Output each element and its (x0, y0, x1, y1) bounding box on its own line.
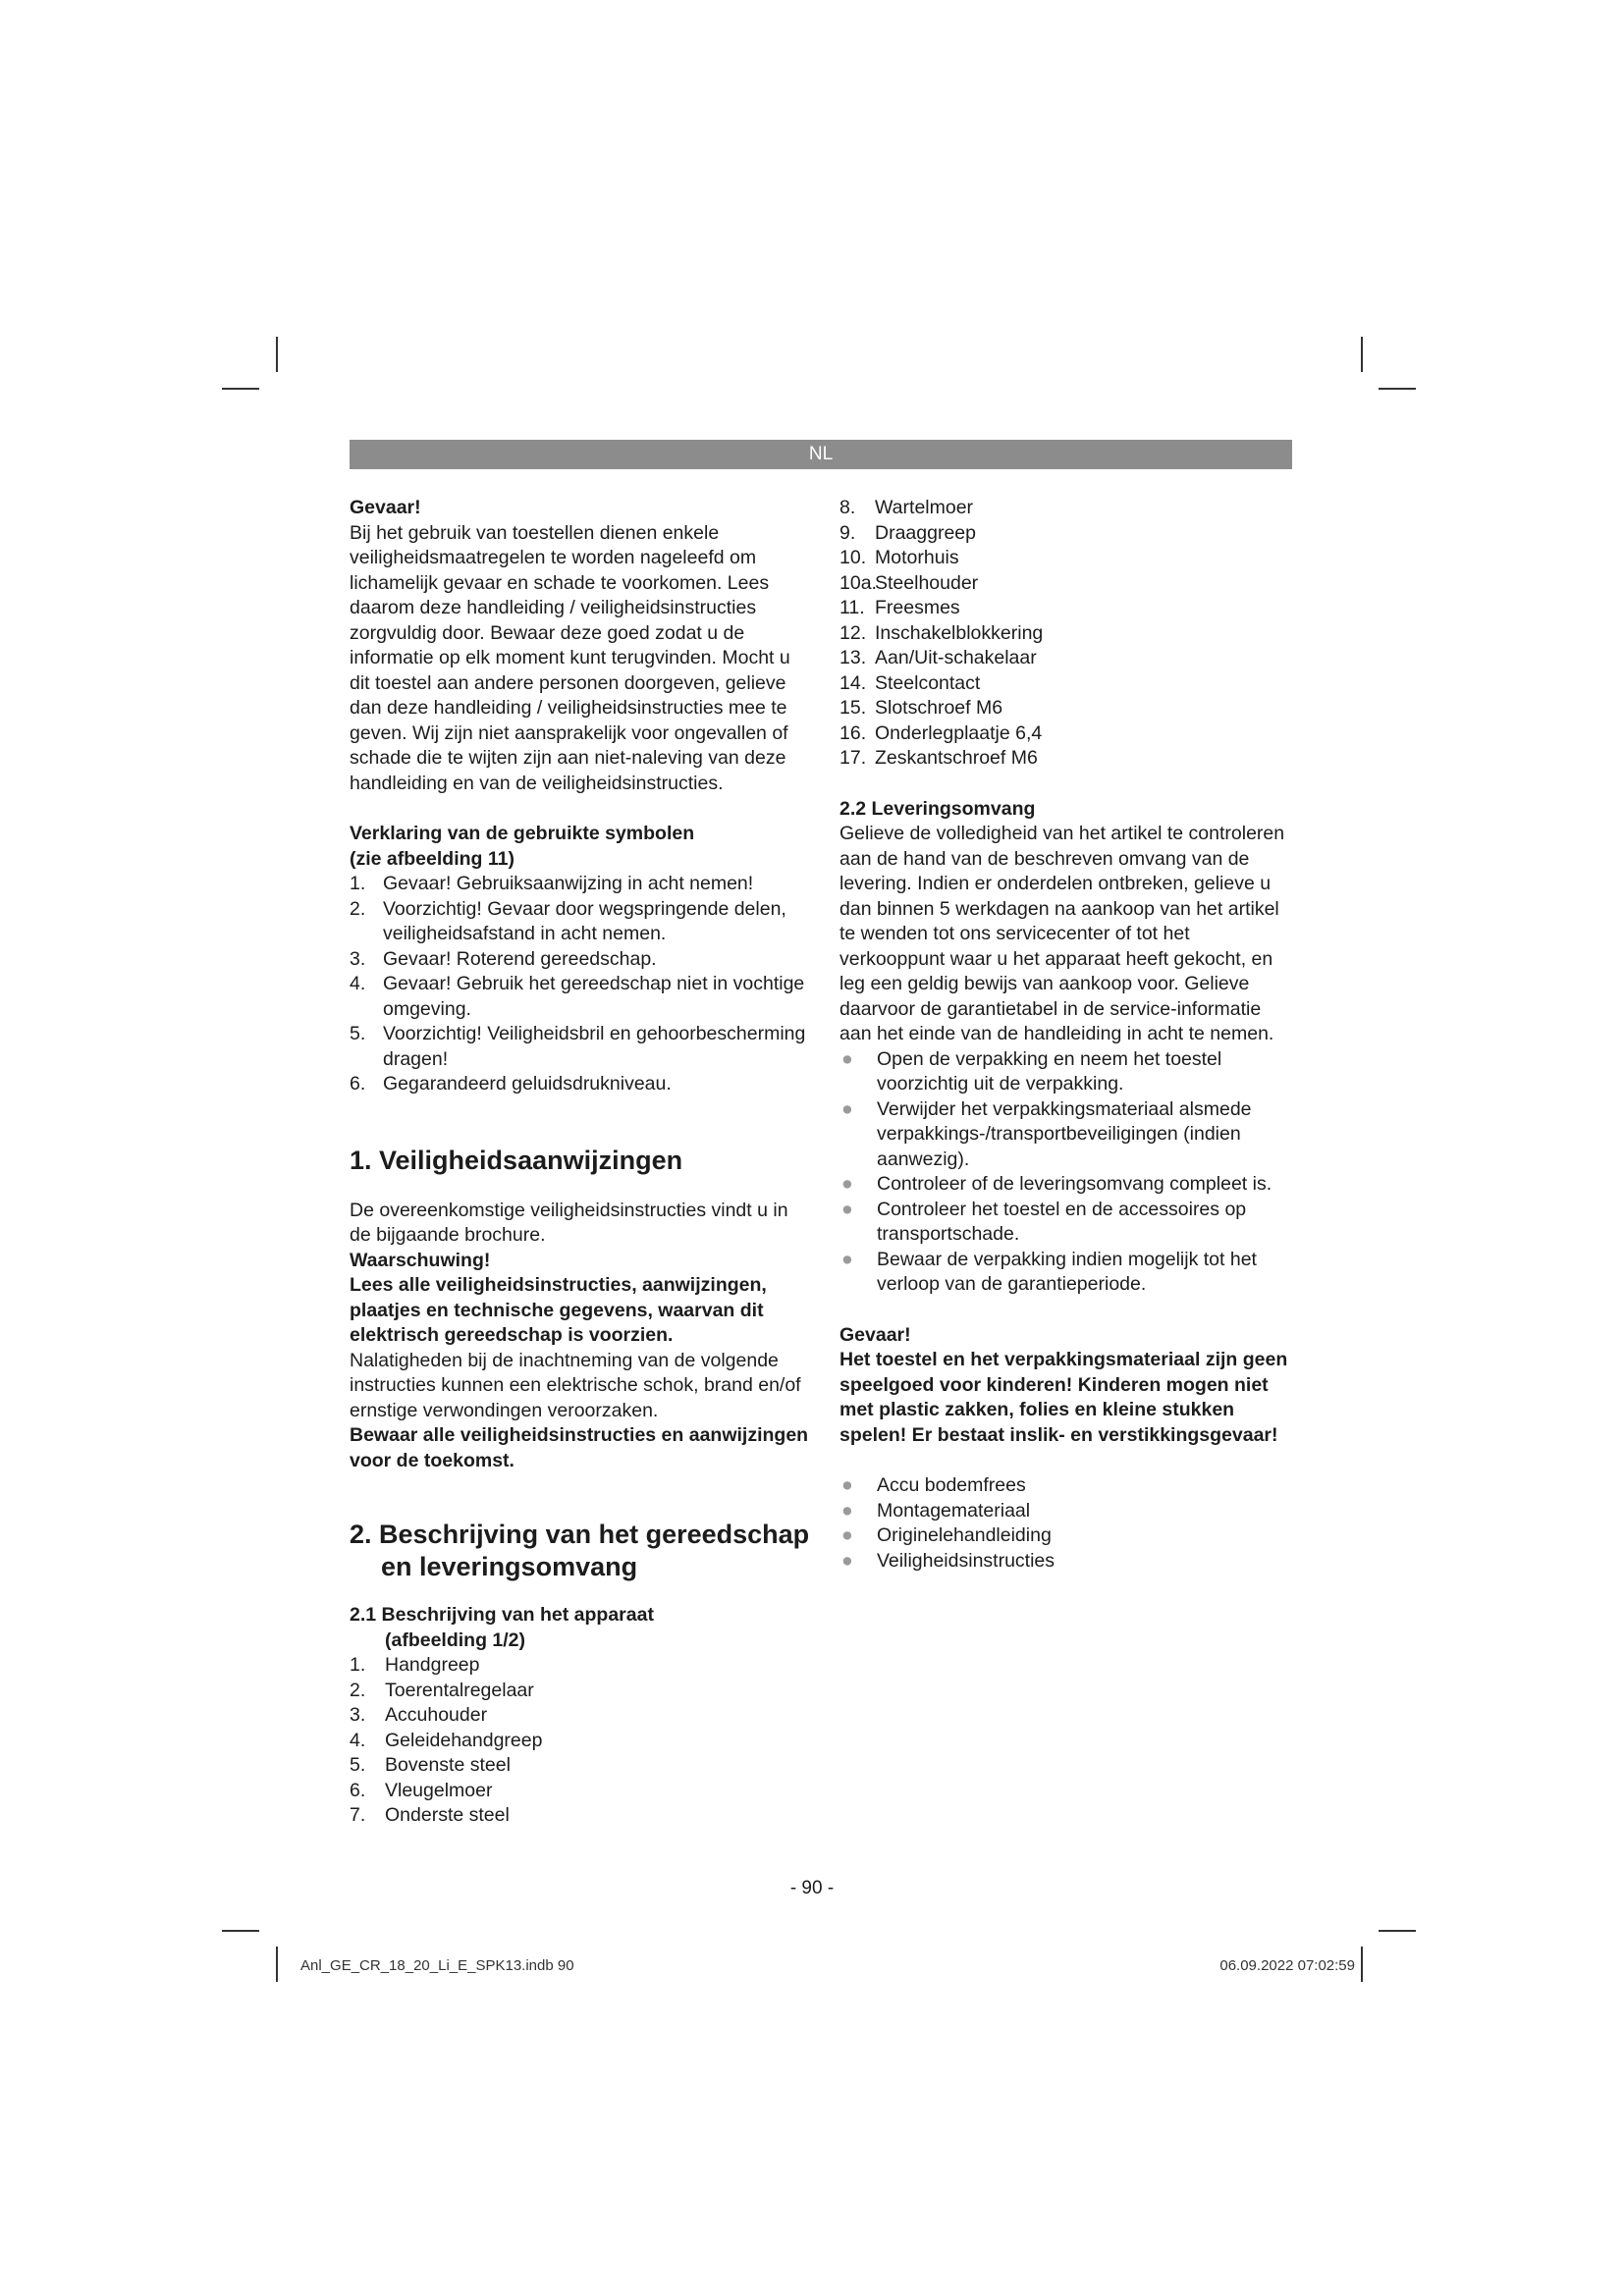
crop-mark (276, 337, 278, 372)
symbols-title: Verklaring van de gebruikte symbolen (350, 823, 695, 844)
unpacking-steps (839, 1047, 1293, 1298)
list-item: 4. Gevaar! Gebruik het gereedschap niet in vochtige omgeving. (350, 973, 805, 1020)
list-item: ● Controleer of de leveringsomvang compleet is. (839, 1172, 1293, 1198)
crop-mark (1361, 1947, 1363, 1982)
list-item: 2. Voorzichtig! Gevaar door wegspringende delen, veiligheidsafstand in acht nemen. (350, 897, 786, 944)
list-item: 8. Wartelmoer (839, 497, 974, 518)
right-column (839, 496, 1293, 1574)
subsection-2-2-title: 2.2 Leveringsomvang (839, 797, 1036, 820)
bullet-icon: ● (841, 1524, 853, 1546)
timestamp-slug: 06.09.2022 07:02:59 (1219, 1957, 1355, 1974)
warning-text: Nalatigheden bij de inachtneming van de volgende instructies kunnen een elektrische schok, brand en/of ernstige verwondingen veroorzaken. (350, 1349, 801, 1421)
crop-mark (222, 388, 259, 390)
list-item: 14. Steelcontact (839, 671, 981, 694)
language-label: NL (808, 444, 834, 464)
crop-mark (222, 1930, 259, 1932)
crop-mark (1379, 388, 1416, 390)
parts-list-left (350, 1653, 811, 1829)
bullet-icon: ● (841, 1499, 853, 1522)
crop-mark (1361, 337, 1363, 372)
danger-title: Gevaar! (350, 497, 421, 518)
list-item: 3. Accuhouder (350, 1704, 488, 1726)
left-column (350, 496, 811, 1829)
list-item: ● Open de verpakking en neem het toestel voorzichtig uit de verpakking. (841, 1047, 1222, 1095)
bullet-icon: ● (841, 1549, 853, 1572)
danger-text: Bij het gebruik van toestellen dienen enkele veiligheidsmaatregelen te worden nageleefd om lichamelijk gevaar en schade te voorkomen. Lees daarom deze handleiding / veiligheidsinstructies zorgvuldig door. Bewaar deze goed zodat u de informatie op elk moment kunt terugvinden. Mocht u dit toestel aan andere personen doorgeven, gelieve dan deze handleiding / veiligheidsinstructies mee te geven. Wij zijn niet aansprakelijk voor ongevallen of schade die te wijten zijn aan niet-naleving van deze handleiding en van de veiligheidsinstructies. (350, 521, 790, 794)
list-item: 12. Inschakelblokkering (839, 621, 1044, 644)
list-item: 15. Slotschroef M6 (839, 697, 1003, 719)
list-item: 1. Handgreep (350, 1654, 480, 1676)
list-item: 13. Aan/Uit-schakelaar (839, 647, 1037, 668)
list-item: 9. Draaggreep (839, 521, 976, 544)
list-item: ● Controleer het toestel en de accessoires op transportschade. (841, 1198, 1247, 1245)
parts-list-right (839, 496, 1293, 772)
list-item: 2. Toerentalregelaar (350, 1679, 534, 1701)
list-item: 6. Vleugelmoer (350, 1779, 493, 1801)
list-item: ● Originelehandleiding (839, 1523, 1293, 1549)
subsection-2-1-subtitle: (afbeelding 1/2) (385, 1629, 526, 1651)
list-item: 6. Gegarandeerd geluidsdrukniveau. (350, 1073, 672, 1095)
symbols-subtitle: (zie afbeelding 11) (350, 847, 514, 870)
file-slug: Anl_GE_CR_18_20_Li_E_SPK13.indb 90 (300, 1957, 574, 1974)
list-item: 10a. Steelhouder (839, 571, 979, 594)
warning-bold-text: Lees alle veiligheidsinstructies, aanwijzingen, plaatjes en technische gegevens, waarvan dit elektrisch gereedschap is voorzien. (350, 1274, 767, 1346)
warning-title: Waarschuwing! (350, 1249, 491, 1271)
list-item: 4. Geleidehandgreep (350, 1729, 543, 1751)
list-item: 7. Onderste steel (350, 1804, 510, 1826)
section-1-intro: De overeenkomstige veiligheidsinstructies vindt u in de bijgaande brochure. (350, 1199, 788, 1246)
bullet-icon: ● (841, 1248, 853, 1270)
warning-keep-text: Bewaar alle veiligheidsinstructies en aanwijzingen voor de toekomst. (350, 1424, 809, 1471)
list-item: 5. Voorzichtig! Veiligheidsbril en gehoorbescherming dragen! (350, 1023, 806, 1070)
list-item: ● Veiligheidsinstructies (839, 1549, 1293, 1575)
list-item: 3. Gevaar! Roterend gereedschap. (350, 947, 657, 970)
list-item: ● Montagemateriaal (839, 1499, 1293, 1524)
danger-2-text: Het toestel en het verpakkingsmateriaal zijn geen speelgoed voor kinderen! Kinderen mogen niet met plastic zakken, folies en kleine stukken spelen! Er bestaat inslik- en verstikkingsgevaar! (839, 1349, 1288, 1446)
list-item: 5. Bovenste steel (350, 1754, 511, 1776)
list-item: 11. Freesmes (839, 597, 960, 618)
list-item: ● Verwijder het verpakkingsmateriaal alsmede verpakkings-/transportbeveiligingen (indien aanwezig). (841, 1097, 1252, 1170)
crop-mark (1379, 1930, 1416, 1932)
delivery-contents (839, 1473, 1293, 1574)
list-item: 1. Gevaar! Gebruiksaanwijzing in acht nemen! (350, 873, 754, 894)
bullet-icon: ● (841, 1198, 853, 1220)
crop-mark (276, 1947, 278, 1982)
subsection-2-1-title: 2.1 Beschrijving van het apparaat (350, 1604, 654, 1626)
danger-2-title: Gevaar! (839, 1323, 911, 1346)
language-header (350, 440, 1292, 469)
list-item: ● Accu bodemfrees (839, 1473, 1293, 1499)
symbols-list (350, 872, 811, 1097)
subsection-2-2-text: Gelieve de volledigheid van het artikel te controleren aan de hand van de beschreven omvang van de levering. Indien er onderdelen ontbreken, gelieve u dan binnen 5 werkdagen na aankoop van het artikel te wenden tot ons servicecenter of tot het verkooppunt waar u het apparaat heeft gekocht, en leg een geldig bewijs van aankoop voor. Gelieve daarvoor de garantietabel in de service-informatie aan het einde van de handleiding in acht te nemen. (839, 823, 1285, 1044)
list-item: 10. Motorhuis (839, 547, 959, 568)
list-item: 16. Onderlegplaatje 6,4 (839, 721, 1043, 744)
section-2-title: 2. Beschrijving van het gereedschap en leveringsomvang (350, 1520, 810, 1581)
bullet-icon: ● (841, 1097, 853, 1120)
bullet-icon: ● (841, 1173, 853, 1195)
list-item: 17. Zeskantschroef M6 (839, 747, 1038, 769)
section-1-title: 1. Veiligheidsaanwijzingen (350, 1145, 683, 1175)
bullet-icon: ● (841, 1047, 853, 1070)
page-number: - 90 - (789, 1878, 835, 1898)
bullet-icon: ● (841, 1474, 853, 1496)
list-item: ● Bewaar de verpakking indien mogelijk tot het verloop van de garantieperiode. (841, 1248, 1257, 1295)
